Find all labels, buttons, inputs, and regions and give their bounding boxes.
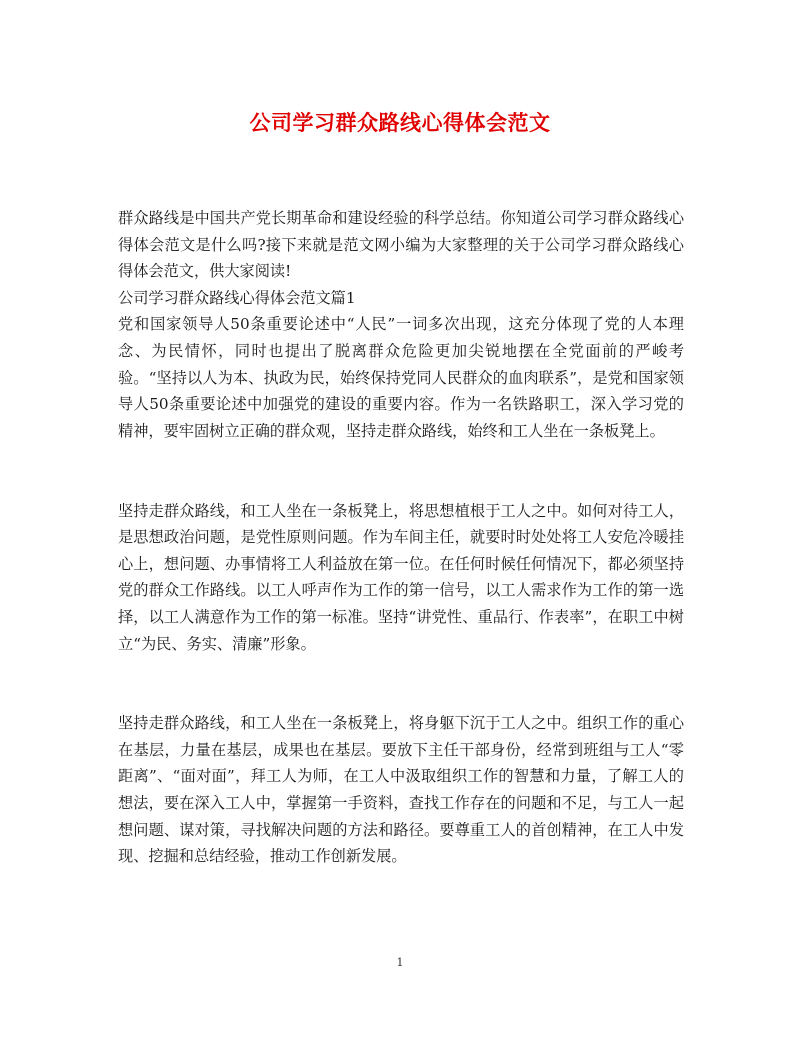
body-paragraph-1: 党和国家领导人50条重要论述中“人民”一词多次出现，这充分体现了党的人本理念、为民情怀，同时也提出了脱离群众危险更加尖锐地摆在全党面前的严峻考验。“坚持以人为本、执政为民，始终保持党同人民群众的血肉联系”，是党和国家领导人50条重要论述中加强党的建设的重要内容。作为一名铁路职工，深入学习党的精神，要牢固树立正确的群众观，坚持走群众路线，始终和工人坐在一条板凳上。	[118, 315, 684, 440]
paragraph-spacer	[118, 684, 684, 711]
paragraph-spacer	[118, 657, 684, 684]
document-body	[118, 205, 684, 870]
paragraph-spacer	[118, 444, 684, 471]
body-paragraph-2: 坚持走群众路线，和工人坐在一条板凳上，将思想植根于工人之中。如何对待工人，是思想政治问题，是党性原则问题。作为车间主任，就要时时处处将工人安危冷暖挂心上，想问题、办事情将工人利益放在第一位。在任何时候任何情况下，都必须坚持党的群众工作路线。以工人呼声作为工作的第一信号，以工人需求作为工作的第一选择，以工人满意作为工作的第一标准。坚持“讲党性、重品行、作表率”，在职工中树立“为民、务实、清廉”形象。	[118, 501, 684, 653]
section-heading: 公司学习群众路线心得体会范文篇1	[118, 288, 356, 307]
intro-paragraph: 群众路线是中国共产党长期革命和建设经验的科学总结。你知道公司学习群众路线心得体会范文是什么吗?接下来就是范文网小编为大家整理的关于公司学习群众路线心得体会范文，供大家阅读!	[118, 209, 684, 281]
document-title: 公司学习群众路线心得体会范文	[249, 110, 551, 135]
paragraph-spacer	[118, 471, 684, 498]
body-paragraph-3: 坚持走群众路线，和工人坐在一条板凳上，将身躯下沉于工人之中。组织工作的重心在基层，力量在基层，成果也在基层。要放下主任干部身份，经常到班组与工人“零距离”、“面对面”，拜工人为师，在工人中汲取组织工作的智慧和力量，了解工人的想法，要在深入工人中，掌握第一手资料，查找工作存在的问题和不足，与工人一起想问题、谋对策，寻找解决问题的方法和路径。要尊重工人的首创精神，在工人中发现、挖掘和总结经验，推动工作创新发展。	[118, 714, 684, 866]
page-number: 1	[396, 956, 404, 969]
